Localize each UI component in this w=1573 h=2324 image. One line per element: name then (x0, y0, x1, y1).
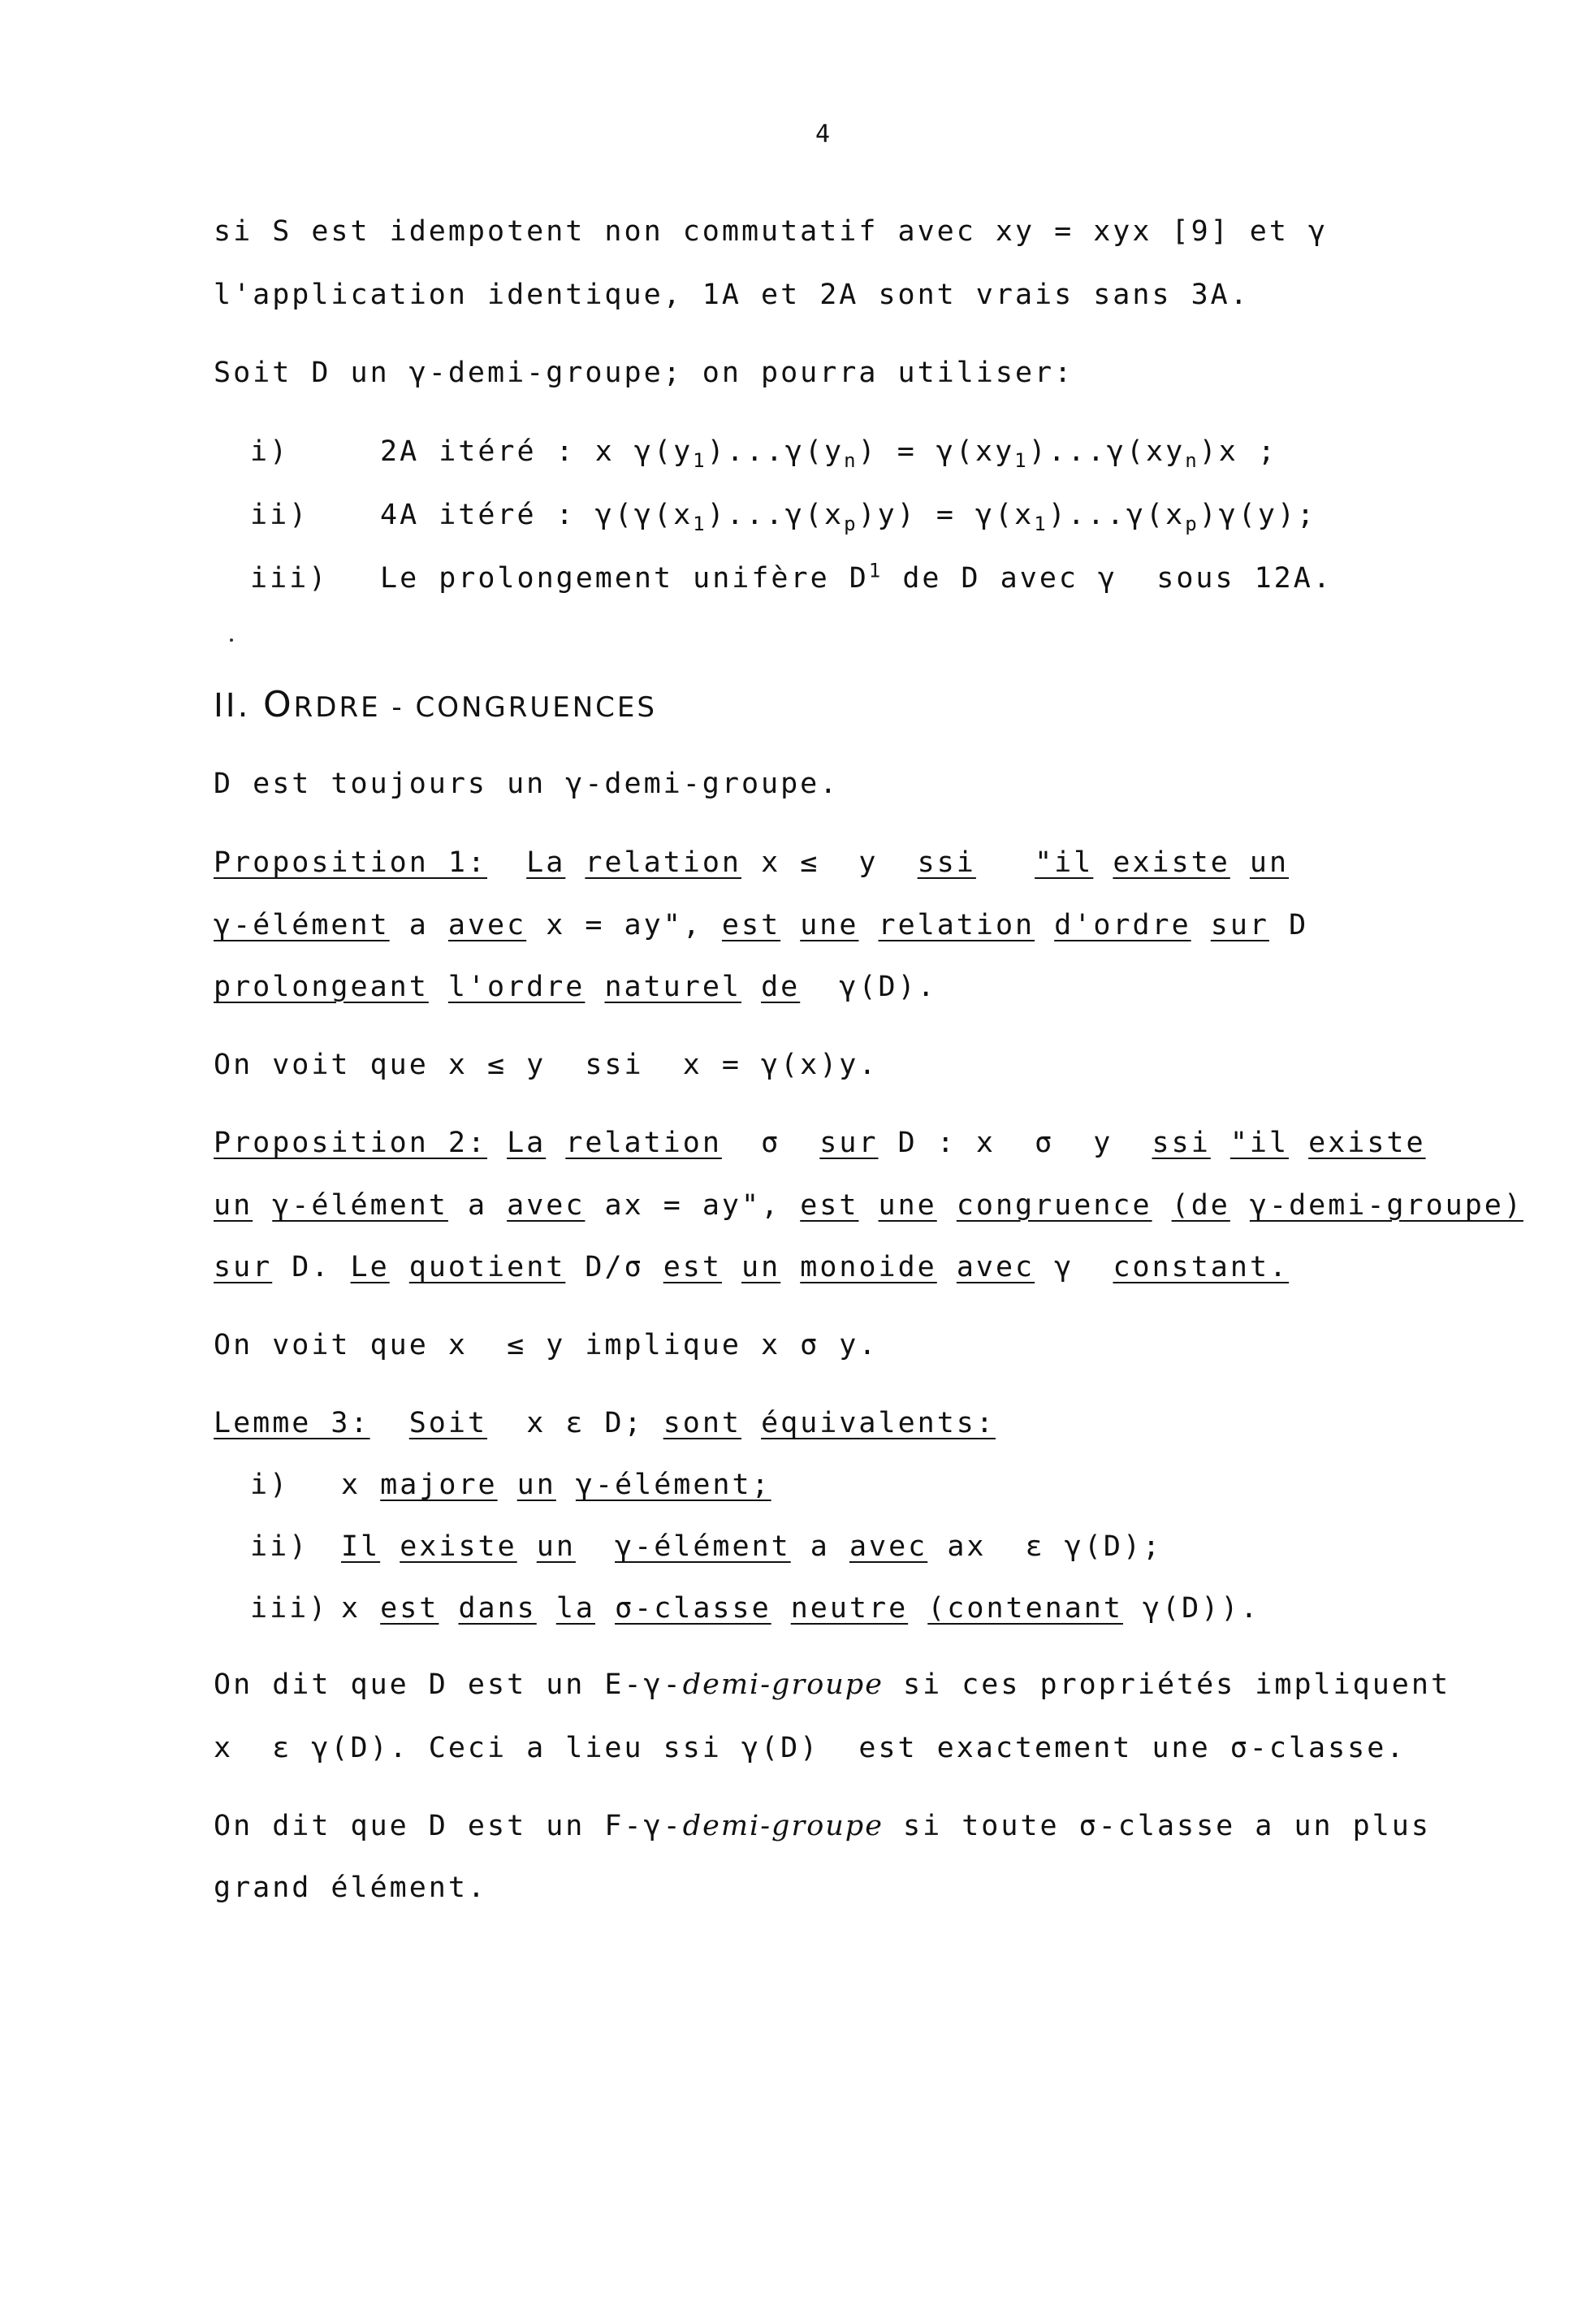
para1-line2: l'application identique, 1A et 2A sont vrais sans 3A. (214, 279, 1250, 311)
defE-term: demi-groupe (682, 1668, 884, 1701)
stray-dot (230, 638, 233, 642)
lemme-heading: Lemme 3: Soit x ε D; sont équivalents: (214, 1407, 996, 1439)
page-number: 4 (815, 120, 831, 149)
prop1-line3: prolongeant l'ordre naturel de γ(D). (214, 971, 937, 1003)
lemme-item-3: iii) x est dans la σ-classe neutre (contenant γ(D)). (250, 1592, 1260, 1625)
prop2-line3: sur D. Le quotient D/σ est un monoide avec γ constant. (214, 1251, 1290, 1283)
defF-line1: On dit que D est un F-γ-demi-groupe si toute σ-classe a un plus (214, 1810, 1431, 1842)
para1-line1: si S est idempotent non commutatif avec xy = xyx [9] et γ (214, 215, 1329, 248)
lemme-item-label: ii) (250, 1530, 309, 1563)
defF-term: demi-groupe (682, 1810, 884, 1842)
prop1-label: Proposition 1: (214, 846, 488, 879)
lemme-label: Lemme 3: (214, 1407, 370, 1439)
lemme-item-2: ii) Il existe un γ-élément a avec ax ε γ(D); (250, 1530, 1163, 1563)
defE-line1: On dit que D est un E-γ-demi-groupe si ces propriétés impliquent (214, 1668, 1451, 1701)
note2: On voit que x ≤ y implique x σ y. (214, 1329, 879, 1361)
use-item-label: i) (250, 435, 290, 468)
lemme-item-1: i) x majore un γ-élément; (250, 1469, 771, 1501)
defF-line2: grand élément. (214, 1872, 488, 1904)
d-statement: D est toujours un γ-demi-groupe. (214, 768, 840, 800)
use-item-label: ii) (250, 499, 309, 531)
prop2-line1: Proposition 2: La relation σ sur D : x σ y ssi "il existe (214, 1127, 1426, 1159)
prop1-line2: γ-élément a avec x = ay", est une relation d'ordre sur D (214, 909, 1309, 941)
prop2-line2: un γ-élément a avec ax = ay", est une congruence (de γ-demi-groupe) (214, 1189, 1523, 1222)
prop2-label: Proposition 2: (214, 1127, 488, 1159)
defE-line2: x ε γ(D). Ceci a lieu ssi γ(D) est exactement une σ-classe. (214, 1732, 1407, 1764)
use-item-3: iii) Le prolongement unifère $D^1$ de D avec γ sous 12A. (250, 559, 1333, 595)
intro-line: Soit D un γ-demi-groupe; on pourra utiliser: (214, 357, 1074, 389)
use-item-label: iii) (250, 562, 329, 595)
prop1-line1: Proposition 1: La relation x ≤ y ssi "il existe un (214, 846, 1290, 879)
use-item-2: ii) 4A itéré : $\gamma(\gamma(x_1)...\gamma(x_p)y) = \gamma(x_1)...\gamma(x_p)\gamma(y)$; (250, 499, 1317, 535)
use-item-1: i) 2A itéré : x $\gamma(y_1)...\gamma(y_n) = \gamma(xy_1)...\gamma(xy_n)x$ ; (250, 435, 1277, 472)
lemme-item-label: iii) (250, 1592, 329, 1625)
section-heading: II. ORDRE - CONGRUENCES (214, 684, 657, 725)
note1: On voit que x ≤ y ssi x = γ(x)y. (214, 1049, 879, 1081)
lemme-item-label: i) (250, 1469, 290, 1501)
